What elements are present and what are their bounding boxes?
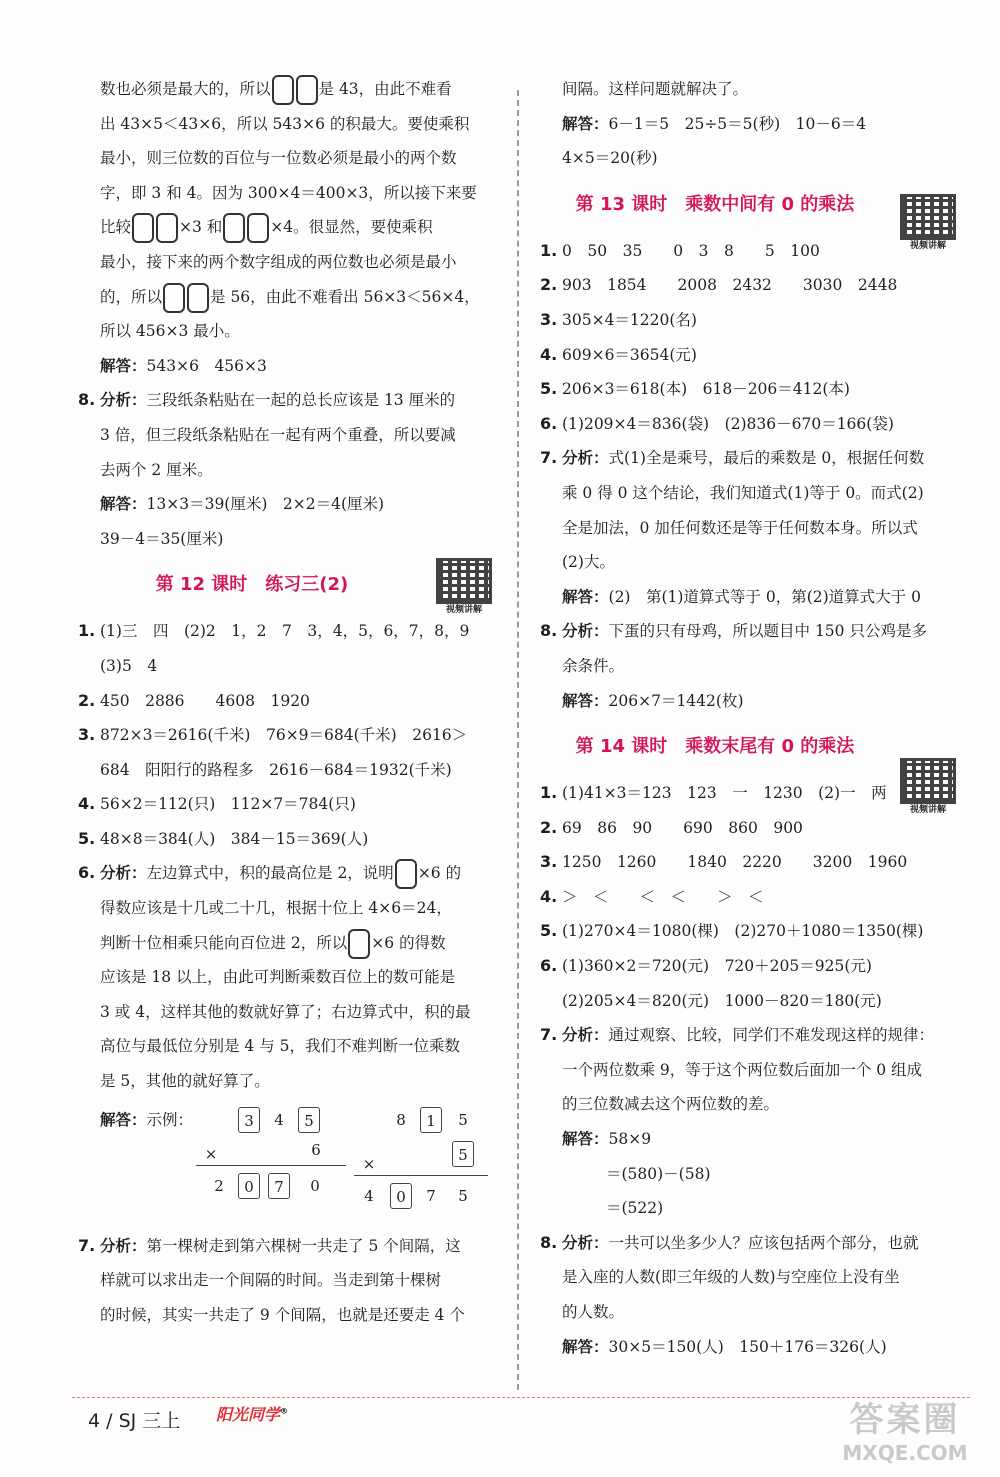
q7-analysis-continued: 数也必须是最大的，所以 是 43，由此不难看 出 43×5＜43×6，所以 543×6 的积最大。要使乘积 最小，则三位数的百位与一位数必须是最小的两个数 字，即 3 和 4。因为 300×4＝400×3，所以接下来要 比较 ×3 和 ×4。很显然，要使乘积 最小，接下来的两个数字组成的两位数也必须是最小 的，所以 是 56，由此不难看出 56×3＜56×4， 所以 456×3 最小。 解答：543×6 456×3: [78, 72, 496, 383]
lesson-title: 第 12 课时 练习三(2): [155, 574, 349, 596]
item-7: 7. 分析：第一棵树走到第六棵树一共走了 5 个间隔，这 样就可以求出走一个间隔的时间。当走到第十棵树 的时候，其实一共走了 9 个间隔，也就是还要走 4 个: [78, 1235, 465, 1324]
answer-box: [223, 213, 245, 243]
lesson-12-items: [78, 614, 496, 1332]
calc1-result-digit: 7: [268, 1173, 290, 1199]
item-8: 8. 分析：下蛋的只有母鸡，所以题目中 150 只公鸡是多 余条件。 解答：206×7＝1442(枚): [540, 621, 927, 710]
item-1: 1. (1)三 四 (2)2 1，2 7 3，4，5，6，7，8，9 (3)5 4: [78, 621, 470, 675]
qr-video[interactable]: 视频讲解: [896, 758, 960, 816]
times-sign: ×: [362, 1154, 376, 1173]
calc2-digit: 1: [420, 1107, 442, 1133]
qr-video[interactable]: 视频讲解: [432, 558, 496, 616]
item-6: 6. (1)209×4＝836(袋) (2)836－670＝166(袋): [540, 413, 894, 433]
calc2-digit: 5: [458, 1110, 468, 1129]
item-4: 4. 56×2＝112(只) 112×7＝784(只): [78, 794, 356, 814]
item-5: 5. (1)270×4＝1080(棵) (2)270＋1080＝1350(棵): [540, 921, 924, 941]
calc1-digit: 4: [274, 1110, 284, 1129]
item-4: 4. ＞ ＜ ＜ ＜ ＞ ＜: [540, 886, 764, 906]
q7-answer: 解答：543×6 456×3: [100, 356, 267, 375]
lesson-title: 第 13 课时 乘数中间有 0 的乘法: [575, 193, 855, 215]
calc1-digit: 5: [298, 1107, 320, 1133]
calc2-result-digit: 5: [458, 1186, 468, 1205]
answer-box: [156, 213, 178, 243]
item-2: 2. 903 1854 2008 2432 3030 2448: [540, 275, 898, 295]
item-8: 8. 分析：一共可以坐多少人？应该包括两个部分，也就 是入座的人数(即三年级的人数)与空座位上没有坐 的人数。 解答：30×5＝150(人) 150＋176＝326(人): [540, 1232, 919, 1356]
calc2-multiplier: 5: [452, 1141, 474, 1167]
calc1-rule: [196, 1165, 346, 1166]
right-column: [540, 72, 960, 1364]
item-3: 3. 1250 1260 1840 2220 3200 1960: [540, 852, 908, 872]
answer-box: [296, 75, 318, 105]
calc1-result-digit: 0: [238, 1173, 260, 1199]
answer-box: [348, 929, 370, 959]
item-1: 1. (1)41×3＝123 123 一 1230 (2)一 两: [540, 783, 887, 803]
lesson-title: 第 14 课时 乘数末尾有 0 的乘法: [575, 736, 855, 758]
answer-box: [247, 213, 269, 243]
calc1-result-digit: 2: [214, 1176, 224, 1195]
question-number: 8.: [78, 390, 96, 410]
answer-box: [272, 75, 294, 105]
q7-continued: 间隔。这样问题就解决了。 解答：6－1＝5 25÷5＝5(秒) 10－6＝4 4×5＝20(秒): [562, 80, 867, 168]
qr-code-icon: [900, 758, 956, 804]
calc1-result-digit: 0: [310, 1176, 320, 1195]
item-5: 5. 206×3＝618(本) 618－206＝412(本): [540, 379, 850, 399]
item-4: 4. 609×6＝3654(元): [540, 344, 697, 364]
watermark: 答案圈 MXQE.COM: [842, 1400, 968, 1465]
calc2-result-digit: 4: [364, 1186, 374, 1205]
times-sign: ×: [204, 1144, 218, 1163]
lesson-13-items: [540, 234, 960, 718]
page-number: 4 / SJ 三上: [88, 1410, 181, 1432]
item-7: 7. 分析：式(1)全是乘号，最后的乘数是 0，根据任何数 乘 0 得 0 这个结论，我们知道式(1)等于 0。而式(2) 全是加法，0 加任何数还是等于任何数本身。所以式 (2)大。 解答：(2) 第(1)道算式等于 0，第(2)道算式大于 0: [540, 448, 925, 606]
qr-video[interactable]: 视频讲解: [896, 194, 960, 252]
item-1: 1. 0 50 35 0 3 8 5 100: [540, 240, 820, 260]
item-2: 2. 450 2886 4608 1920: [78, 690, 310, 710]
item-6: 6. (1)360×2＝720(元) 720＋205＝925(元) (2)205×4＝820(元) 1000－820＝180(元): [540, 956, 882, 1010]
item-3: 3. 872×3＝2616(千米) 76×9＝684(千米) 2616＞ 684 阳阳行的路程多 2616－684＝1932(千米): [78, 725, 468, 779]
qr-code-icon: [436, 558, 492, 604]
calc2-result-digit: 7: [426, 1186, 436, 1205]
left-column: [78, 72, 496, 1332]
item-2: 2. 69 86 90 690 860 900: [540, 817, 803, 837]
lesson-12-heading: [78, 556, 496, 614]
item-7: 7. 分析：通过观察、比较，同学们不难发现这样的规律： 一个两位数乘 9，等于这个两位数后面加一个 0 组成 的三位数减去这个两位数的差。 解答：58×9 ＝(580)－(58) ＝(522): [540, 1025, 935, 1218]
lesson-14-items: [540, 776, 960, 1364]
item-3: 3. 305×4＝1220(名): [540, 309, 697, 329]
q8: 8. 分析：三段纸条粘贴在一起的总长应该是 13 厘米的 3 倍，但三段纸条粘贴在一起有两个重叠，所以要减 去两个 2 厘米。 解答：13×3＝39(厘米) 2×2＝4(厘米) 39－4＝35(厘米): [78, 383, 496, 556]
item-6: 6. 分析：左边算式中，积的最高位是 2，说明 ×6 的 得数应该是十几或二十几，根据十位上 4×6＝24， 判断十位相乘只能向百位进 2，所以 ×6 的得数 应该是 18 以上，由此可判断乘数百位上的数可能是 3 或 4，这样其他的数就好算了；右边算式中，积的最 高位与最低位分别是 4 与 5，我们不难判断一位乘数 是 5，其他的就好算了。 解答：示例： 3 4 5 × 6 2 0 7 0 8 1 5 × 5 4 0 7 5: [100, 856, 496, 1228]
multiplication-examples: 解答：示例： 3 4 5 × 6 2 0 7 0 8 1 5 × 5 4 0 7 5: [100, 1099, 496, 1229]
qr-code-icon: [900, 194, 956, 240]
answer-box: [395, 859, 417, 889]
column-divider: [517, 90, 519, 1390]
brand-logo: 阳光同学®: [216, 1405, 289, 1424]
answer-box: [187, 283, 209, 313]
answer-box: [132, 213, 154, 243]
calc2-result-digit: 0: [390, 1183, 412, 1209]
answer-box: [163, 283, 185, 313]
calc2-digit: 8: [396, 1110, 406, 1129]
calc1-multiplier: 6: [311, 1140, 321, 1159]
calc1-digit: 3: [238, 1107, 260, 1133]
item-5: 5. 48×8＝384(人) 384－15＝369(人): [78, 828, 369, 848]
footer-rule: [72, 1397, 970, 1398]
calc2-rule: [354, 1175, 488, 1176]
